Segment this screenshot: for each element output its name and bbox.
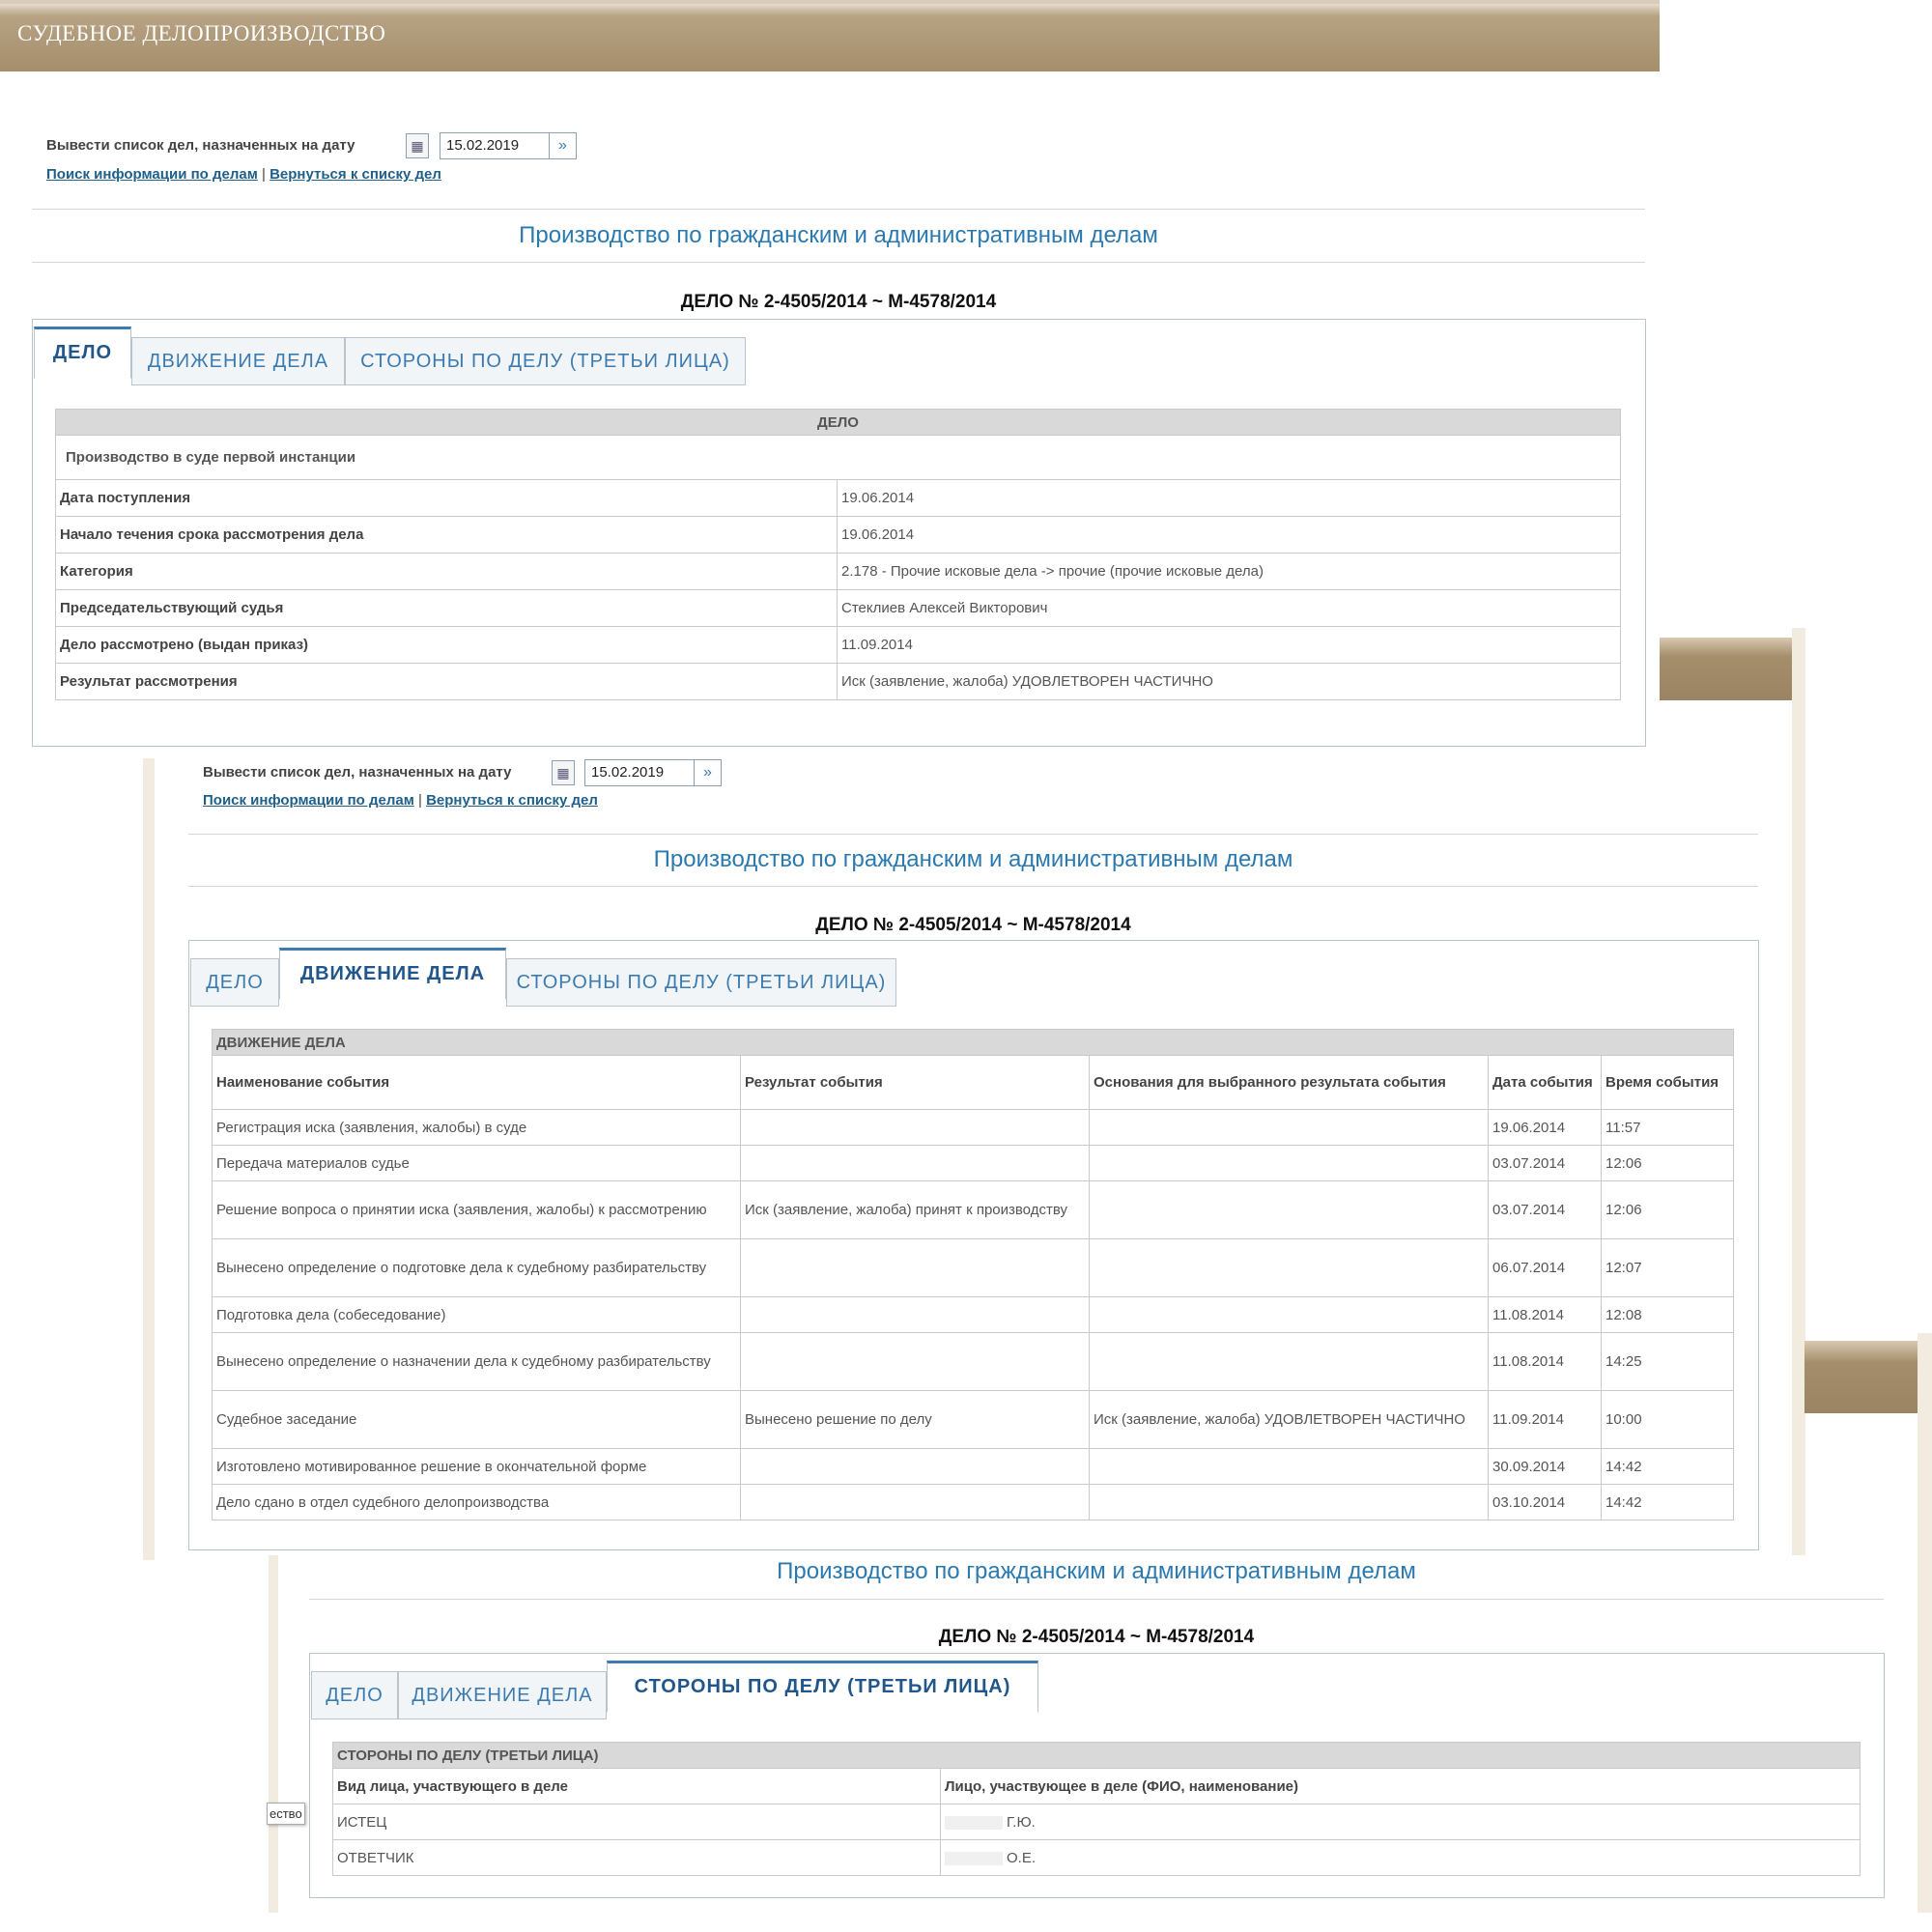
event-basis	[1090, 1239, 1489, 1297]
back-to-list-link[interactable]: Вернуться к списку дел	[426, 792, 598, 809]
decor-bar-2	[1660, 638, 1795, 700]
event-name: Вынесено определение о назначении дела к судебному разбирательству	[213, 1333, 741, 1391]
case-row-label: Дело рассмотрено (выдан приказ)	[56, 627, 838, 664]
header-title: СУДЕБНОЕ ДЕЛОПРОИЗВОДСТВО	[17, 21, 386, 45]
event-date: 30.09.2014	[1489, 1449, 1602, 1485]
parties-section-header: СТОРОНЫ ПО ДЕЛУ (ТРЕТЬИ ЛИЦА)	[333, 1743, 1861, 1769]
link-separator: |	[417, 792, 422, 809]
event-result: Иск (заявление, жалоба) принят к производству	[741, 1181, 1090, 1239]
event-name: Дело сдано в отдел судебного делопроизводства	[213, 1485, 741, 1520]
party-name-cell	[941, 1840, 1861, 1876]
event-date: 03.07.2014	[1489, 1146, 1602, 1181]
column-header: Время события	[1602, 1056, 1734, 1110]
case-row-label: Дата поступления	[56, 480, 838, 517]
parties-table	[332, 1742, 1861, 1876]
event-date: 11.08.2014	[1489, 1333, 1602, 1391]
party-role: ИСТЕЦ	[333, 1804, 941, 1840]
case-row-label: Председательствующий судья	[56, 590, 838, 627]
table-row	[333, 1840, 1861, 1876]
party-role: ОТВЕТЧИК	[333, 1840, 941, 1876]
case-title: ДЕЛО № 2-4505/2014 ~ М-4578/2014	[815, 915, 1131, 935]
case-row-label: Результат рассмотрения	[56, 664, 838, 700]
search-cases-link[interactable]: Поиск информации по делам	[203, 792, 414, 809]
case-title: ДЕЛО № 2-4505/2014 ~ М-4578/2014	[938, 1627, 1255, 1647]
column-header: Лицо, участвующее в деле (ФИО, наименование)	[941, 1769, 1861, 1804]
event-time: 11:57	[1602, 1110, 1734, 1146]
event-date: 06.07.2014	[1489, 1239, 1602, 1297]
event-basis	[1090, 1333, 1489, 1391]
table-row	[333, 1804, 1861, 1840]
event-time: 12:06	[1602, 1181, 1734, 1239]
event-name: Решение вопроса о принятии иска (заявления, жалобы) к рассмотрению	[213, 1181, 741, 1239]
column-header: Наименование события	[213, 1056, 741, 1110]
case-row-value: Иск (заявление, жалоба) УДОВЛЕТВОРЕН ЧАСТИЧНО	[838, 664, 1621, 700]
event-name: Вынесено определение о подготовке дела к судебному разбирательству	[213, 1239, 741, 1297]
party-name-cell	[941, 1804, 1861, 1840]
table-row	[213, 1391, 1734, 1449]
go-arrow-icon[interactable]: »	[550, 132, 577, 159]
decor-bar-3	[1804, 1341, 1918, 1413]
date-label: Вывести список дел, назначенных на дату	[46, 137, 355, 154]
case-row-value: 2.178 - Прочие исковые дела -> прочие (прочие исковые дела)	[838, 554, 1621, 590]
event-time: 12:07	[1602, 1239, 1734, 1297]
section-title: Производство по гражданским и административным делам	[777, 1558, 1416, 1584]
event-basis: Иск (заявление, жалоба) УДОВЛЕТВОРЕН ЧАСТИЧНО	[1090, 1391, 1489, 1449]
divider	[188, 886, 1758, 887]
date-input[interactable]: 15.02.2019	[440, 132, 550, 159]
event-result	[741, 1485, 1090, 1520]
table-row	[213, 1110, 1734, 1146]
table-row	[213, 1146, 1734, 1181]
case-row-value: 19.06.2014	[838, 517, 1621, 554]
date-input[interactable]: 15.02.2019	[584, 759, 695, 786]
table-row	[213, 1239, 1734, 1297]
column-header: Результат события	[741, 1056, 1090, 1110]
go-arrow-icon[interactable]: »	[695, 759, 722, 786]
event-result	[741, 1297, 1090, 1333]
event-name: Регистрация иска (заявления, жалобы) в суде	[213, 1110, 741, 1146]
case-title: ДЕЛО № 2-4505/2014 ~ М-4578/2014	[680, 292, 997, 312]
tab-movement[interactable]: ДВИЖЕНИЕ ДЕЛА	[279, 948, 506, 1000]
event-name: Подготовка дела (собеседование)	[213, 1297, 741, 1333]
redacted-block	[945, 1852, 1003, 1865]
event-result	[741, 1333, 1090, 1391]
event-name: Передача материалов судье	[213, 1146, 741, 1181]
section-title: Производство по гражданским и административным делам	[653, 846, 1293, 872]
decor-column-left-3	[269, 1555, 278, 1913]
event-time: 10:00	[1602, 1391, 1734, 1449]
event-basis	[1090, 1297, 1489, 1333]
event-date: 03.10.2014	[1489, 1485, 1602, 1520]
event-result: Вынесено решение по делу	[741, 1391, 1090, 1449]
movement-table	[212, 1029, 1734, 1520]
case-row-label: Начало течения срока рассмотрения дела	[56, 517, 838, 554]
table-row	[213, 1297, 1734, 1333]
event-date: 19.06.2014	[1489, 1110, 1602, 1146]
event-basis	[1090, 1449, 1489, 1485]
decor-column-2	[1792, 628, 1805, 1555]
link-separator: |	[261, 166, 266, 183]
back-to-list-link[interactable]: Вернуться к списку дел	[270, 166, 441, 183]
case-section-header: ДЕЛО	[56, 410, 1621, 436]
event-date: 03.07.2014	[1489, 1181, 1602, 1239]
table-row	[213, 1333, 1734, 1391]
event-basis	[1090, 1146, 1489, 1181]
nav-links	[46, 166, 441, 183]
event-date: 11.09.2014	[1489, 1391, 1602, 1449]
column-header: Вид лица, участвующего в деле	[333, 1769, 941, 1804]
case-row-value: Стеклиев Алексей Викторович	[838, 590, 1621, 627]
section-title: Производство по гражданским и административным делам	[519, 222, 1158, 248]
event-result	[741, 1146, 1090, 1181]
tab-parties[interactable]: СТОРОНЫ ПО ДЕЛУ (ТРЕТЬИ ЛИЦА)	[506, 958, 896, 1007]
tab-parties[interactable]: СТОРОНЫ ПО ДЕЛУ (ТРЕТЬИ ЛИЦА)	[345, 337, 746, 385]
table-row	[213, 1181, 1734, 1239]
divider	[188, 834, 1758, 835]
event-name: Судебное заседание	[213, 1391, 741, 1449]
party-name: Г.Ю.	[1007, 1813, 1036, 1831]
event-time: 14:42	[1602, 1485, 1734, 1520]
event-name: Изготовлено мотивированное решение в окончательной форме	[213, 1449, 741, 1485]
event-result	[741, 1239, 1090, 1297]
divider	[309, 1599, 1884, 1600]
tab-case[interactable]: ДЕЛО	[311, 1671, 398, 1719]
movement-section-header: ДВИЖЕНИЕ ДЕЛА	[213, 1030, 1734, 1056]
case-row-label: Категория	[56, 554, 838, 590]
column-header: Дата события	[1489, 1056, 1602, 1110]
event-time: 12:06	[1602, 1146, 1734, 1181]
tab-parties[interactable]: СТОРОНЫ ПО ДЕЛУ (ТРЕТЬИ ЛИЦА)	[607, 1661, 1038, 1713]
case-table	[55, 409, 1621, 700]
party-name: О.Е.	[1007, 1849, 1037, 1866]
redacted-block	[945, 1816, 1003, 1830]
date-label: Вывести список дел, назначенных на дату	[203, 764, 512, 781]
tab-case[interactable]: ДЕЛО	[34, 327, 131, 379]
case-heading: Производство в суде первой инстанции	[56, 436, 1621, 480]
case-row-value: 11.09.2014	[838, 627, 1621, 664]
nav-links	[203, 792, 598, 809]
event-result	[741, 1110, 1090, 1146]
event-date: 11.08.2014	[1489, 1297, 1602, 1333]
event-time: 12:08	[1602, 1297, 1734, 1333]
column-header: Основания для выбранного результата события	[1090, 1056, 1489, 1110]
calendar-icon[interactable]: ▦	[552, 760, 575, 785]
table-row	[213, 1449, 1734, 1485]
tab-movement[interactable]: ДВИЖЕНИЕ ДЕЛА	[398, 1671, 607, 1719]
table-row	[213, 1485, 1734, 1520]
calendar-icon[interactable]: ▦	[406, 133, 429, 158]
event-time: 14:25	[1602, 1333, 1734, 1391]
search-cases-link[interactable]: Поиск информации по делам	[46, 166, 258, 183]
event-basis	[1090, 1110, 1489, 1146]
divider	[32, 262, 1645, 263]
event-time: 14:42	[1602, 1449, 1734, 1485]
event-basis	[1090, 1181, 1489, 1239]
decor-column-3	[1918, 1333, 1932, 1913]
event-result	[741, 1449, 1090, 1485]
case-row-value: 19.06.2014	[838, 480, 1621, 517]
tab-movement[interactable]: ДВИЖЕНИЕ ДЕЛА	[131, 337, 345, 385]
decor-column-left-2	[143, 758, 155, 1560]
event-basis	[1090, 1485, 1489, 1520]
divider	[32, 209, 1645, 210]
side-tag: ество	[267, 1803, 305, 1825]
tab-case[interactable]: ДЕЛО	[190, 958, 279, 1007]
